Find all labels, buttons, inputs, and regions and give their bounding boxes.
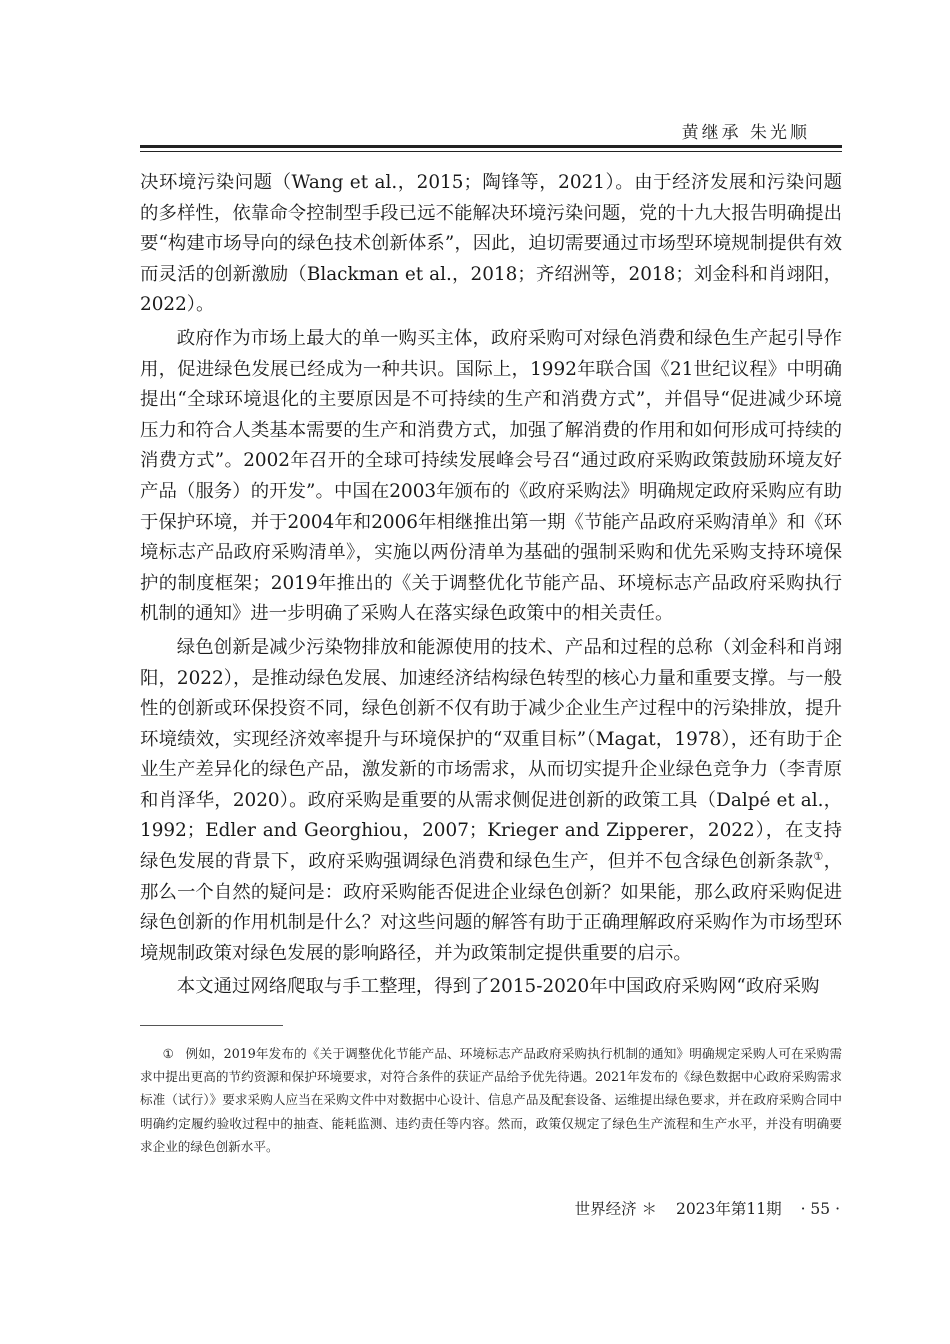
footnote-mark: ① <box>162 1046 175 1061</box>
paragraph-3-text-a: 绿色创新是减少污染物排放和能源使用的技术、产品和过程的总称（刘金科和肖翊阳，2022），是推动绿色发展、加速经济结构绿色转型的核心力量和重要支撑。与一般性的创新或环保投资不同，绿色创新不仅有助于减少企业生产过程中的污染排放，提升环境绩效，实现经济效率提升与环境保护的“双重目标”（Magat，1978），还有助于企业生产差异化的绿色产品，激发新的市场需求，从而切实提升企业绿色竞争力（李青原和肖泽华，2020）。政府采购是重要的从需求侧促进创新的政策工具（Dalpé et al.，1992；Edler and Georghiou，2007；Krieger and Zipperer，2022），在支持绿色发展的背景下，政府采购强调绿色消费和绿色生产，但并不包含绿色创新条款 <box>140 636 842 873</box>
paragraph-4: 本文通过网络爬取与手工整理，得到了2015-2020年中国政府采购网“政府采购 <box>176 976 820 998</box>
paragraph-3 <box>140 633 842 970</box>
page-number: · 55 · <box>800 1200 840 1218</box>
footnote-text: 例如，2019年发布的《关于调整优化节能产品、环境标志产品政府采购执行机制的通知》明确规定采购人可在采购需求中提出更高的节约资源和保护环境要求，对符合条件的获证产品给予优先待遇。2021年发布的《绿色数据中心政府采购需求标准（试行）》要求采购人应当在采购文件中对数据中心设计、信息产品及配套设备、运维提出绿色要求，并在政府采购合同中明确约定履约验收过程中的抽查、能耗监测、违约责任等内容。然而，政策仅规定了绿色生产流程和生产水平，并没有明确要求企业的绿色创新水平。 <box>140 1046 842 1154</box>
header-rule <box>140 145 842 148</box>
running-header-authors: 黄继承 朱光顺 <box>681 123 810 143</box>
paragraph-3-text-b: ，那么一个自然的疑问是：政府采购能否促进企业绿色创新？如果能，那么政府采购促进绿色创新的作用机制是什么？对这些问题的解答有助于正确理解政府采购作为市场型环境规制政策对绿色发展的影响路径，并为政策制定提供重要的启示。 <box>140 851 842 964</box>
footnote <box>140 1042 842 1158</box>
paragraph-1: 决环境污染问题（Wang et al.，2015；陶锋等，2021）。由于经济发展和污染问题的多样性，依靠命令控制型手段已远不能解决环境污染问题，党的十九大报告明确提出要“构建市场导向的绿色技术创新体系”，因此，迫切需要通过市场型环境规制提供有效而灵活的创新激励（Blackman et al.，2018；齐绍洲等，2018；刘金科和肖翊阳，2022）。 <box>140 172 842 316</box>
article-body <box>140 168 842 1003</box>
journal-name: 世界经济 ＊ <box>574 1200 658 1218</box>
issue-label: 2023年第11期 <box>675 1200 782 1218</box>
page-footer <box>561 1197 840 1219</box>
footnote-reference[interactable]: ① <box>813 849 824 863</box>
header-rule-thin <box>140 151 842 152</box>
paragraph-2: 政府作为市场上最大的单一购买主体，政府采购可对绿色消费和绿色生产起引导作用，促进绿色发展已经成为一种共识。国际上，1992年联合国《21世纪议程》中明确提出“全球环境退化的主要原因是不可持续的生产和消费方式”，并倡导“促进减少环境压力和符合人类基本需要的生产和消费方式，加强了解消费的作用和如何形成可持续的消费方式”。2002年召开的全球可持续发展峰会号召“通过政府采购政策鼓励环境友好产品（服务）的开发”。中国在2003年颁布的《政府采购法》明确规定政府采购应有助于保护环境，并于2004年和2006年相继推出第一期《节能产品政府采购清单》和《环境标志产品政府采购清单》，实施以两份清单为基础的强制采购和优先采购支持环境保护的制度框架；2019年推出的《关于调整优化节能产品、环境标志产品政府采购执行机制的通知》进一步明确了采购人在落实绿色政策中的相关责任。 <box>140 327 842 625</box>
footnote-separator <box>140 1025 283 1026</box>
